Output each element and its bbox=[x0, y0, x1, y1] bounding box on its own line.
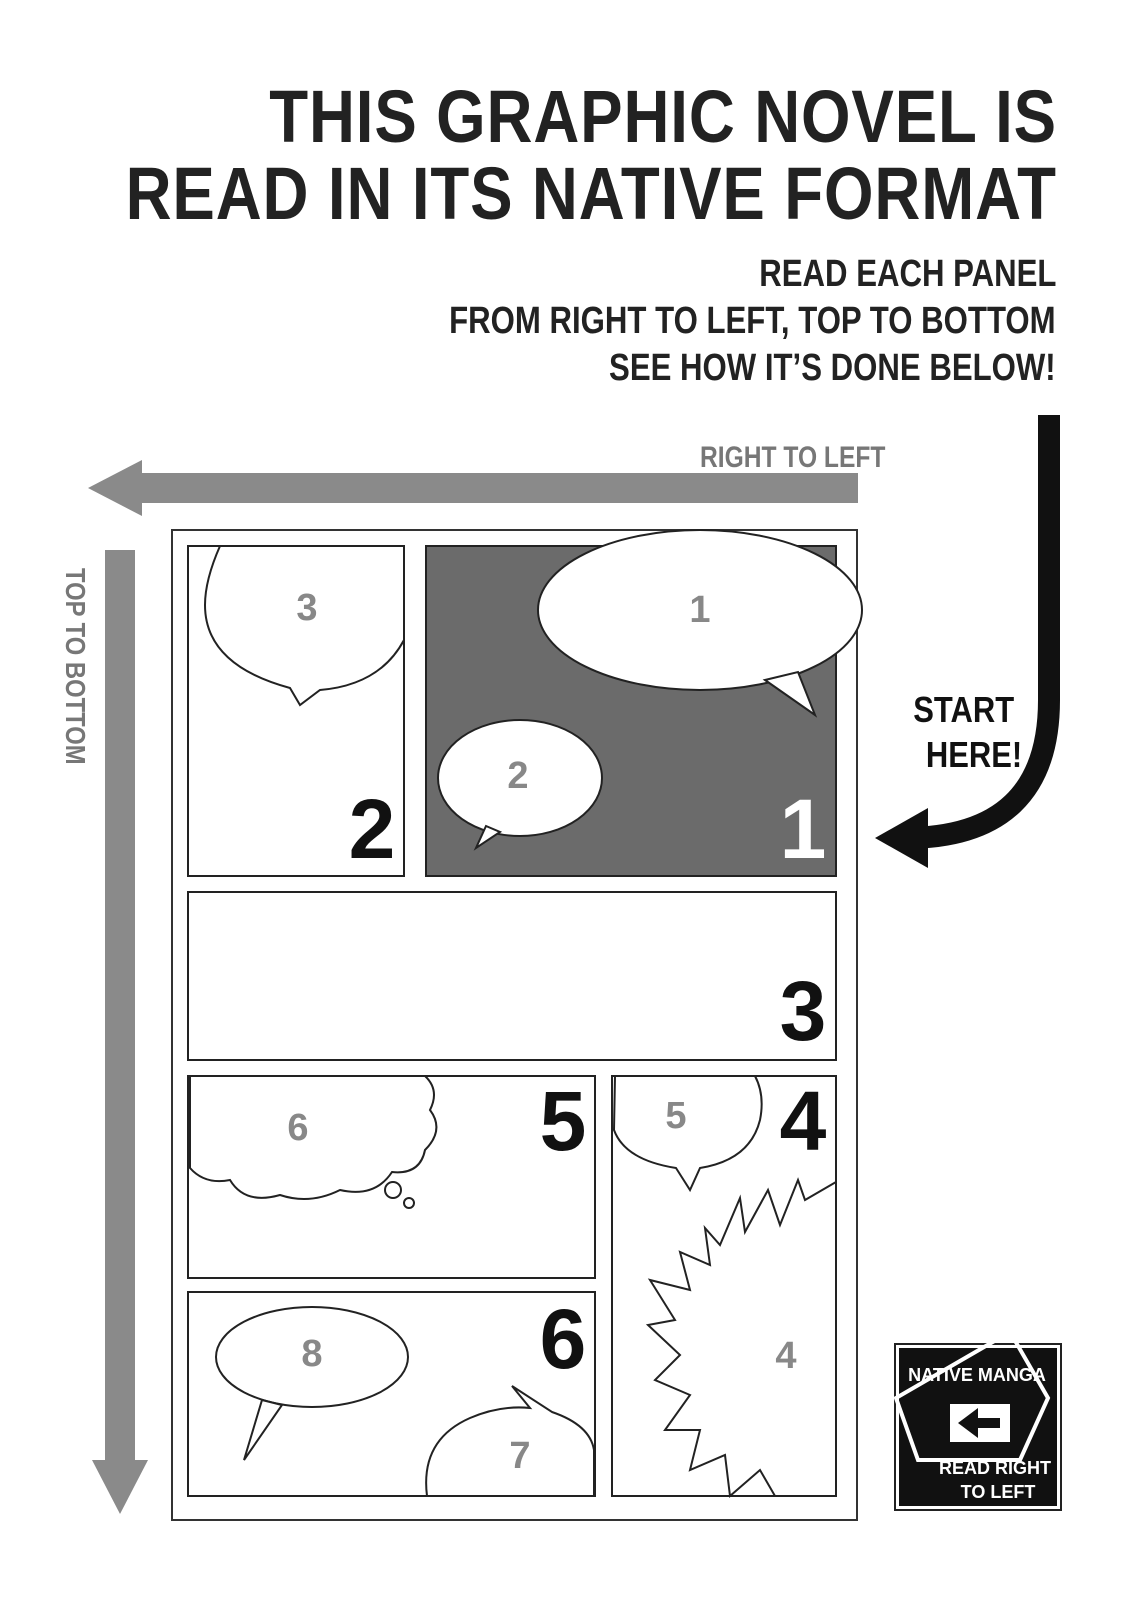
panel-number-1: 1 bbox=[779, 782, 827, 876]
logo-text-top: NATIVE MANGA bbox=[908, 1365, 1046, 1385]
balloon-number-2: 2 bbox=[507, 755, 529, 797]
top-to-bottom-arrow-icon bbox=[92, 550, 148, 1514]
balloon-number-3: 3 bbox=[296, 587, 318, 629]
instruction-line-2: FROM RIGHT TO LEFT, TOP TO BOTTOM bbox=[449, 300, 1056, 342]
panel-1 bbox=[426, 530, 862, 876]
native-manga-logo bbox=[895, 1332, 1061, 1510]
top-to-bottom-label: TOP TO BOTTOM bbox=[60, 568, 91, 765]
logo-text-bottom-2: TO LEFT bbox=[960, 1482, 1036, 1502]
panel-6 bbox=[188, 1292, 595, 1496]
balloon-number-5: 5 bbox=[665, 1095, 687, 1137]
balloon-number-7: 7 bbox=[509, 1435, 531, 1477]
right-to-left-label: RIGHT TO LEFT bbox=[700, 441, 886, 474]
panel-number-2: 2 bbox=[348, 782, 396, 876]
balloon-number-1: 1 bbox=[689, 589, 711, 631]
balloon-number-4: 4 bbox=[775, 1335, 797, 1377]
panel-number-4: 4 bbox=[779, 1074, 827, 1168]
panel-number-5: 5 bbox=[539, 1074, 587, 1168]
panel-3 bbox=[188, 892, 836, 1060]
panel-4 bbox=[612, 1074, 836, 1496]
logo-text-bottom-1: READ RIGHT bbox=[939, 1458, 1051, 1478]
start-here-line-2: HERE! bbox=[925, 734, 1023, 775]
instruction-line-1: READ EACH PANEL bbox=[758, 253, 1056, 295]
balloon-number-6: 6 bbox=[287, 1107, 309, 1149]
instruction-line-3: SEE HOW IT’S DONE BELOW! bbox=[609, 347, 1056, 389]
heading-line-2: READ IN ITS NATIVE FORMAT bbox=[125, 152, 1057, 235]
panel-2 bbox=[188, 546, 404, 876]
balloon-number-8: 8 bbox=[301, 1333, 323, 1375]
panel-5 bbox=[188, 1074, 595, 1278]
start-here-line-1: START bbox=[913, 689, 1015, 730]
panel-number-6: 6 bbox=[539, 1292, 587, 1386]
heading-line-1: THIS GRAPHIC NOVEL IS bbox=[269, 75, 1057, 158]
panel-number-3: 3 bbox=[779, 964, 827, 1058]
start-here-arrow-icon bbox=[875, 415, 1049, 868]
